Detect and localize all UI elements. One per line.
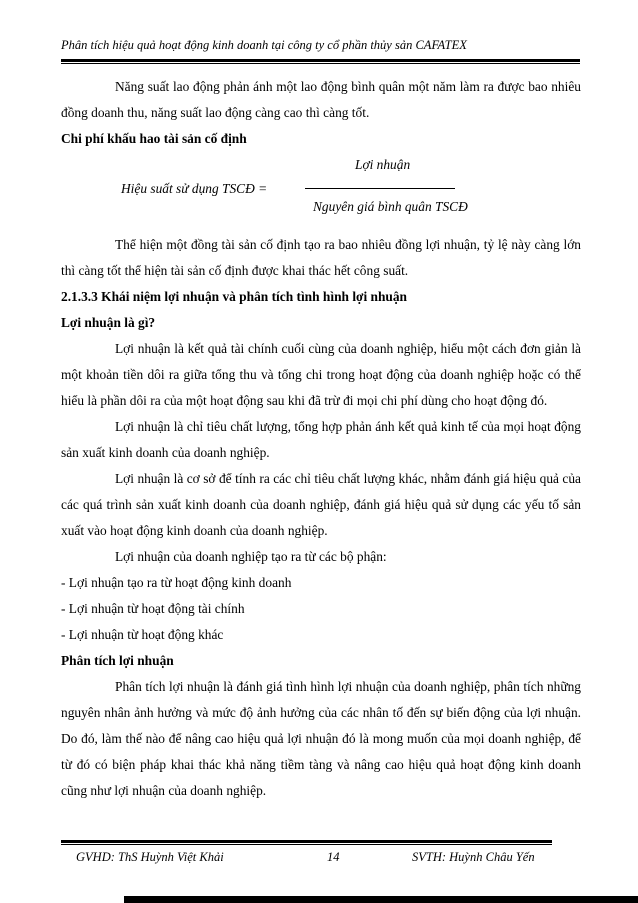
page-bottom-shadow	[124, 896, 638, 903]
section-heading: 2.1.3.3 Khái niệm lợi nhuận và phân tích tình hình lợi nhuận	[61, 289, 408, 304]
running-header: Phân tích hiệu quả hoạt động kinh doanh tại công ty cổ phần thủy sản CAFATEX	[61, 38, 467, 52]
list-item: - Lợi nhuận từ hoạt động khác	[61, 627, 224, 642]
paragraph-profit-parts: Lợi nhuận của doanh nghiệp tạo ra từ các bộ phận:	[115, 549, 387, 564]
heading-depreciation: Chi phí khấu hao tài sản cố định	[61, 131, 247, 146]
footer-student: SVTH: Huỳnh Châu Yến	[412, 850, 535, 864]
paragraph-formula-explanation: Thể hiện một đồng tài sản cố định tạo ra bao nhiêu đồng lợi nhuận, tỷ lệ này càng lớn thì càng tốt thể hiện tài sản cố định được khai thác hết công suất.	[61, 237, 581, 278]
header-rule-thin	[61, 63, 580, 64]
subheading-profit-analysis: Phân tích lợi nhuận	[61, 653, 174, 668]
formula-lhs: Hiệu suất sử dụng TSCĐ =	[121, 181, 268, 196]
page-body	[61, 74, 581, 804]
paragraph-profit-basis: Lợi nhuận là cơ sở để tính ra các chỉ tiêu chất lượng khác, nhằm đánh giá hiệu quả của các quá trình sản xuất kinh doanh của doanh nghiệp, đánh giá hiệu quả sử dụng các yếu tố sản xuất vào hoạt động kinh doanh của doanh nghiệp.	[61, 471, 581, 538]
header-rule	[61, 59, 580, 62]
footer-rule-thin	[61, 844, 552, 845]
list-item: - Lợi nhuận từ hoạt động tài chính	[61, 601, 245, 616]
formula-numerator: Lợi nhuận	[355, 157, 411, 172]
footer-advisor: GVHD: ThS Huỳnh Việt Khải	[76, 850, 224, 864]
paragraph-profit-definition: Lợi nhuận là kết quả tài chính cuối cùng của doanh nghiệp, hiểu một cách đơn giản là một khoản tiền dôi ra giữa tổng thu và tổng chi trong hoạt động của doanh nghiệp hoặc có thể hiểu là phần dôi ra của một hoạt động sau khi đã trừ đi mọi chi phí dùng cho hoạt động đó.	[61, 341, 581, 408]
paragraph-productivity: Năng suất lao động phản ánh một lao động bình quân một năm làm ra được bao nhiêu đồng doanh thu, năng suất lao động càng cao thì càng tốt.	[61, 79, 581, 120]
subheading-what-is-profit: Lợi nhuận là gì?	[61, 315, 156, 330]
paragraph-profit-analysis: Phân tích lợi nhuận là đánh giá tình hình lợi nhuận của doanh nghiệp, phân tích những nguyên nhân ảnh hưởng và mức độ ảnh hưởng của các nhân tố đến sự biến động của lợi nhuận. Do đó, làm thế nào để nâng cao hiệu quả lợi nhuận đó là mong muốn của mọi doanh nghiệp, để từ đó có biện pháp khai thác khả năng tiềm tàng và nâng cao hiệu quả hoạt động kinh doanh cũng như lợi nhuận của doanh nghiệp.	[61, 679, 581, 798]
footer-rule	[61, 840, 552, 843]
fraction-line	[305, 188, 455, 189]
formula-denominator: Nguyên giá bình quân TSCĐ	[313, 199, 468, 214]
list-item: - Lợi nhuận tạo ra từ hoạt động kinh doanh	[61, 575, 292, 590]
page-number: 14	[327, 850, 340, 864]
paragraph-profit-quality: Lợi nhuận là chỉ tiêu chất lượng, tổng hợp phản ánh kết quả kinh tế của mọi hoạt động sản xuất kinh doanh của doanh nghiệp.	[61, 419, 581, 460]
formula-fixed-asset-efficiency	[61, 156, 581, 232]
